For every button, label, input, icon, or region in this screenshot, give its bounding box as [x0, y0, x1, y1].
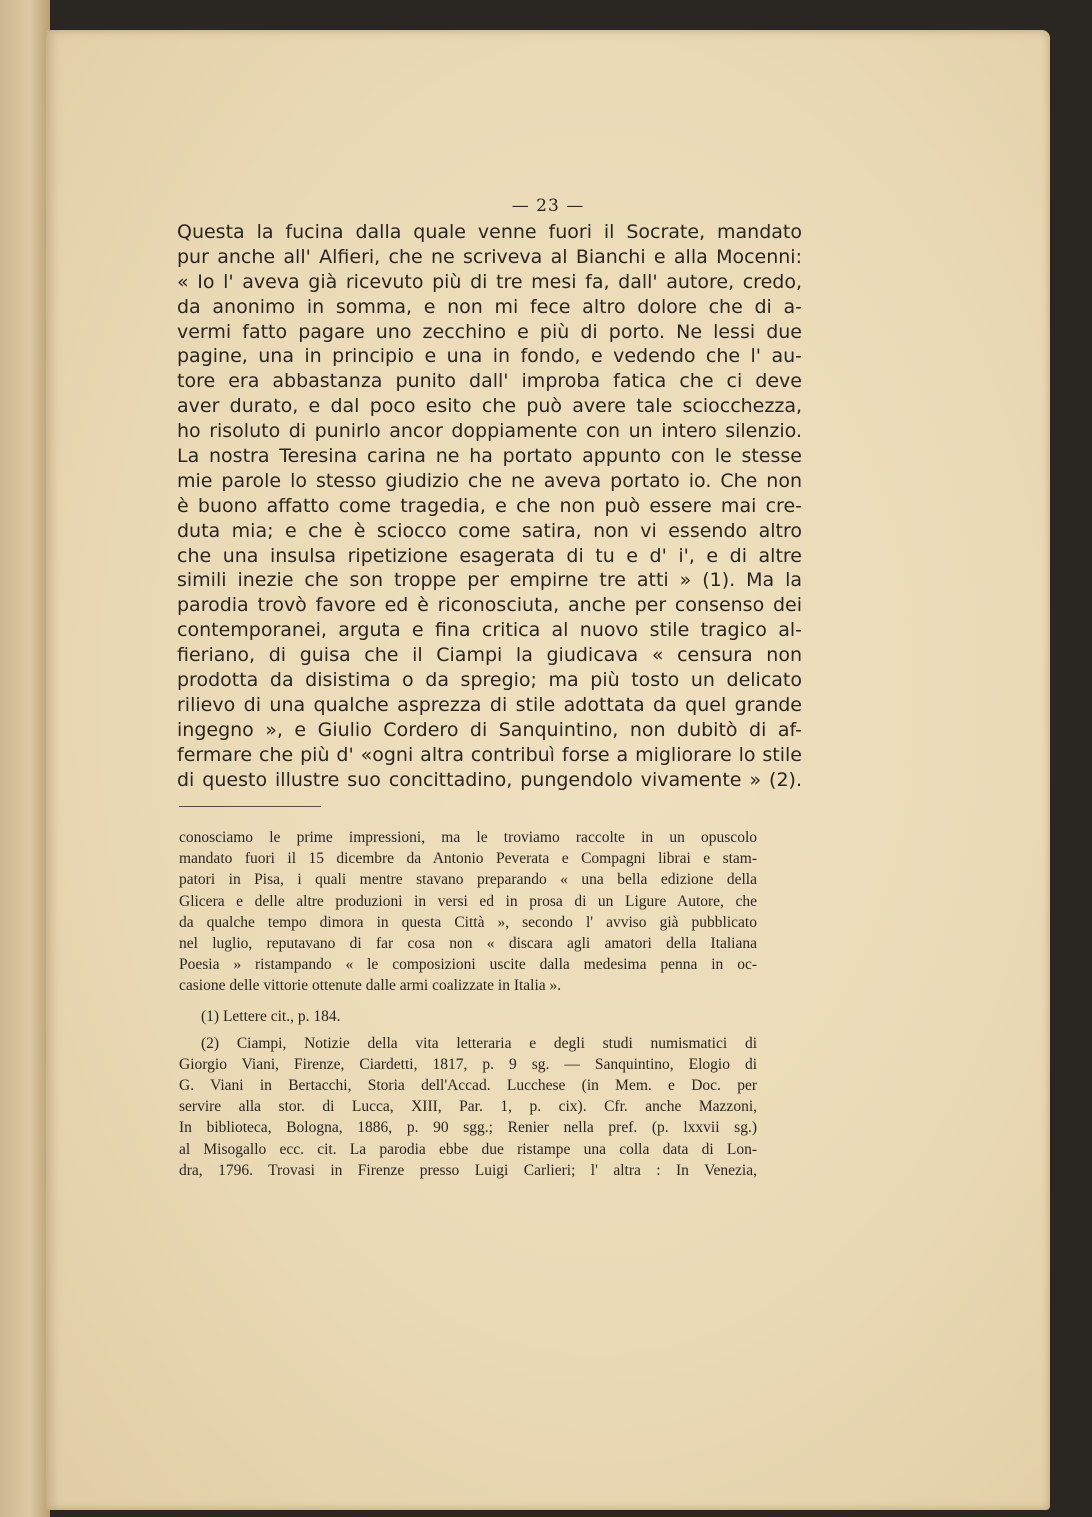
footnote-2-line: G. Viani in Bertacchi, Storia dell'Accad. Lucchese (in Mem. e Doc. per	[179, 1077, 757, 1095]
text-line: che una insulsa ripetizione esagerata di tu e d' i', e di altre	[177, 544, 802, 567]
text-line: ingegno », e Giulio Cordero di Sanquintino, non dubitò di af-	[177, 718, 802, 741]
text-line: Questa la fucina dalla quale venne fuori il Socrate, mandato	[177, 221, 802, 243]
text-line: da anonimo in somma, e non mi fece altro dolore che di a-	[177, 295, 802, 318]
footnote-2-line: dra, 1796. Trovasi in Firenze presso Luigi Carlieri; l' altra : In Venezia,	[179, 1161, 757, 1179]
text-line: mie parole lo stesso giudizio che ne aveva portato io. Che non	[177, 469, 802, 492]
text-line: pur anche all' Alfieri, che ne scriveva al Bianchi e alla Mocenni:	[177, 245, 802, 268]
footnote-line: Glicera e delle altre produzioni in versi ed in prosa di un Ligure Autore, che	[179, 892, 757, 910]
text-line: La nostra Teresina carina ne ha portato appunto con le stesse	[177, 445, 802, 468]
footnote-line: patori in Pisa, i quali mentre stavano preparando « una bella edizione della	[179, 871, 757, 889]
text-line: fieriano, di guisa che il Ciampi la giudicava « censura non	[177, 644, 802, 667]
footnote-2-line: Giorgio Viani, Firenze, Ciardetti, 1817, p. 9 sg. — Sanquintino, Elogio di	[179, 1055, 757, 1073]
text-line: duta mia; e che è sciocco come satira, non vi essendo altro	[177, 519, 802, 542]
footnote-1: (1) Lettere cit., p. 184.	[201, 1007, 341, 1025]
book-page	[46, 30, 1050, 1510]
text-line: rilievo di una qualche asprezza di stile adottata da quel grande	[177, 693, 802, 716]
text-line: aver durato, e dal poco esito che può avere tale sciocchezza,	[177, 395, 802, 418]
footnote-line: mandato fuori il 15 dicembre da Antonio Peverata e Compagni librai e stam-	[179, 850, 757, 868]
footnote-line: da qualche tempo dimora in questa Città », secondo l' avviso già pubblicato	[179, 913, 757, 931]
scan-background	[1050, 30, 1092, 1517]
text-line: pagine, una in principio e una in fondo, e vedendo che l' au-	[177, 345, 802, 368]
footnote-separator	[179, 806, 321, 807]
footnote-line: Poesia » ristampando « le composizioni uscite dalla medesima penna in oc-	[179, 956, 757, 974]
text-line: vermi fatto pagare uno zecchino e più di porto. Ne lessi due	[177, 320, 802, 343]
footnote-2-line: (2) Ciampi, Notizie della vita letteraria e degli studi numismatici di	[201, 1034, 757, 1052]
footnote-line: nel luglio, reputavano di far cosa non « discara agli amatori della Italiana	[179, 934, 757, 952]
page-number: — 23 —	[511, 196, 585, 216]
text-line: « Io l' aveva già ricevuto più di tre mesi fa, dall' autore, credo,	[177, 270, 802, 293]
footnote-2-line: al Misogallo ecc. cit. La parodia ebbe due ristampe una colla data di Lon-	[179, 1140, 757, 1158]
text-line: di questo illustre suo concittadino, pungendolo vivamente » (2).	[177, 768, 802, 791]
footnote-line: casione delle vittorie ottenute dalle armi coalizzate in Italia ».	[179, 977, 562, 995]
footnotes-block	[179, 827, 757, 1181]
main-text-block	[177, 220, 802, 792]
footnote-line: conosciamo le prime impressioni, ma le troviamo raccolte in un opuscolo	[179, 829, 757, 846]
text-line: ho risoluto di punirlo ancor doppiamente con un intero silenzio.	[177, 420, 802, 443]
footnote-2-line: In biblioteca, Bologna, 1886, p. 90 sgg.; Renier nella pref. (p. lxxvii sg.)	[179, 1119, 757, 1137]
text-line: è buono affatto come tragedia, e che non può essere mai cre-	[177, 494, 802, 517]
text-line: fermare che più d' «ogni altra contribuì forse a migliorare lo stile	[177, 743, 802, 766]
text-line: parodia trovò favore ed è riconosciuta, anche per consenso dei	[177, 594, 802, 617]
text-line: simili inezie che son troppe per empirne tre atti » (1). Ma la	[177, 569, 802, 592]
text-line: contemporanei, arguta e fina critica al nuovo stile tragico al-	[177, 619, 802, 642]
facing-page-edge	[0, 0, 50, 1517]
footnote-2-line: servire alla stor. di Lucca, XIII, Par. 1, p. cix). Cfr. anche Mazzoni,	[179, 1098, 757, 1116]
text-line: prodotta da disistima o da spregio; ma più tosto un delicato	[177, 669, 802, 692]
text-line: tore era abbastanza punito dall' improba fatica che ci deve	[177, 370, 802, 393]
